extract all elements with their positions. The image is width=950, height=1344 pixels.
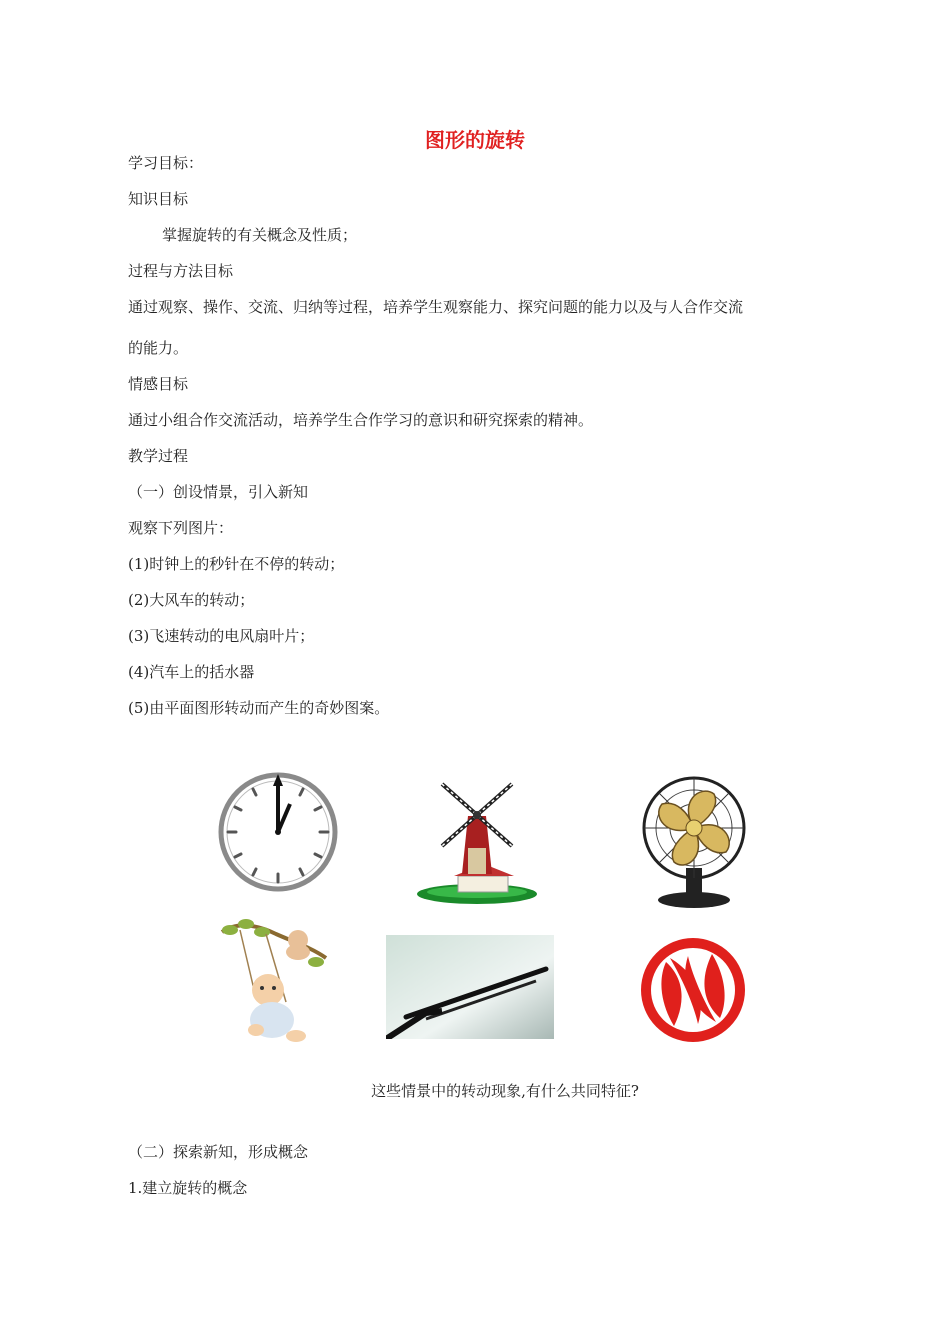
list-item-5: (5)由平面图形转动而产生的奇妙图案。 [128,699,390,717]
section-two-heading: （二）探索新知，形成概念 [128,1143,309,1161]
section-one-heading: （一）创设情景，引入新知 [128,483,309,501]
image-caption: 这些情景中的转动现象,有什么共同特征? [371,1082,639,1100]
observe-prompt: 观察下列图片： [128,519,234,537]
wiper-icon [386,935,554,1039]
clock-icon [216,770,340,894]
circular-logo-icon [636,934,750,1046]
page-title: 图形的旋转 [425,128,525,152]
fan-icon [638,772,748,910]
windmill-icon [414,776,540,908]
emotion-objective-heading: 情感目标 [128,375,189,393]
section-two-item-1: 1.建立旋转的概念 [128,1179,248,1197]
process-objective-heading: 过程与方法目标 [128,262,234,280]
knowledge-objective-heading: 知识目标 [128,190,189,208]
list-item-3: (3)飞速转动的电风扇叶片； [128,627,315,645]
process-objective-text-cont: 的能力。 [128,339,189,357]
list-item-1: (1)时钟上的秒针在不停的转动； [128,555,345,573]
heading-objectives: 学习目标： [128,154,204,172]
list-item-2: (2)大风车的转动； [128,591,255,609]
knowledge-objective-text: 掌握旋转的有关概念及性质； [162,226,358,244]
teaching-process-heading: 教学过程 [128,447,189,465]
process-objective-text: 通过观察、操作、交流、归纳等过程，培养学生观察能力、探究问题的能力以及与人合作交流 [128,298,744,316]
emotion-objective-text: 通过小组合作交流活动，培养学生合作学习的意识和研究探索的精神。 [128,411,594,429]
swing-icon [216,918,332,1054]
list-item-4: (4)汽车上的括水器 [128,663,255,681]
